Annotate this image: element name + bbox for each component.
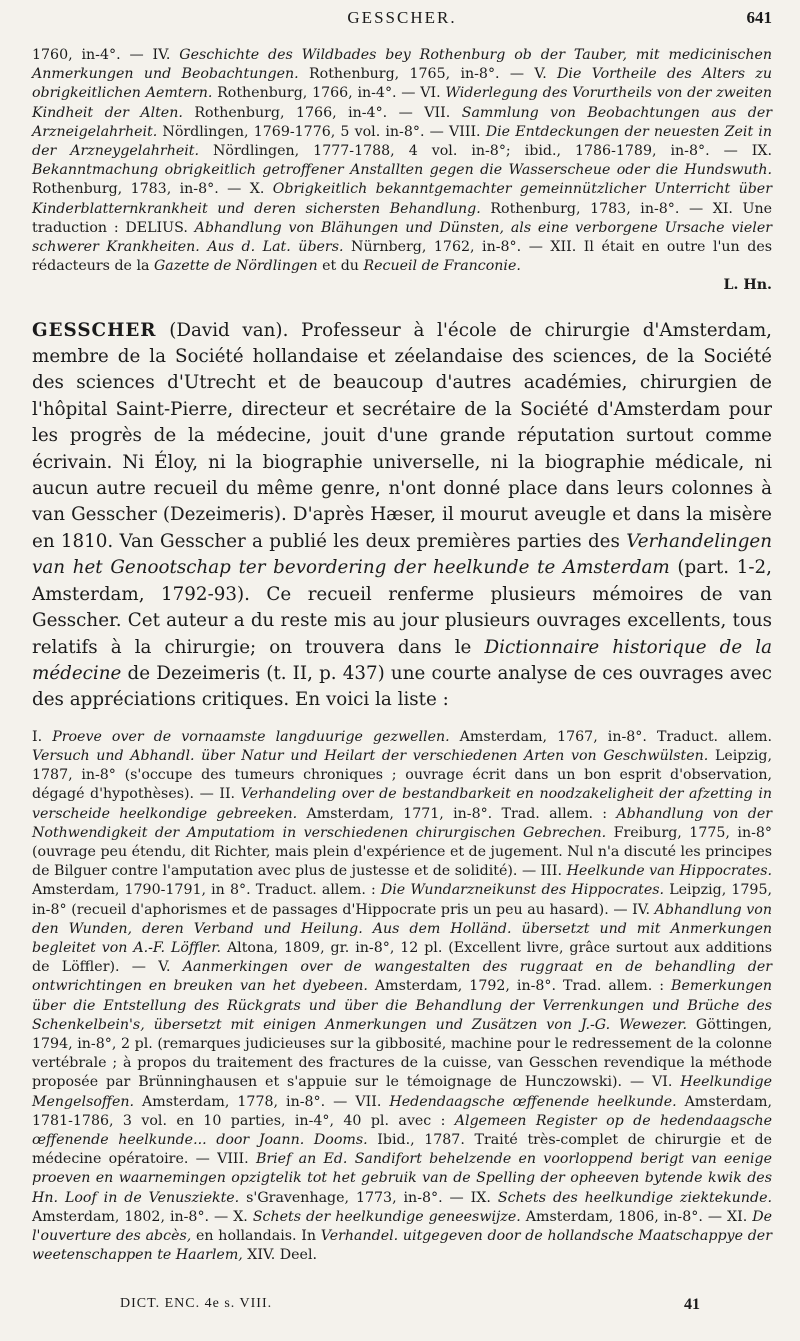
- previous-article-text: 1760, in-4°. — IV. Geschichte des Wildbades bey Rothenburg ob der Tauber, mit medicinischen Anmerkungen und Beobachtungen. Rothenburg, 1765, in-8°. — V. Die Vortheile des Alters zu obrigkeitlichen Aemtern. Rothenburg, 1766, in-4°. — VI. Widerlegung des Vorurtheils von der zweiten Kindheit der Alten. Rothenburg, 1766, in-4°. — VII. Sammlung von Beobachtungen aus der Arzneigelahrheit. Nördlingen, 1769-1776, 5 vol. in-8°. — VIII. Die Entdeckungen der neuesten Zeit in der Arzneygelahrheit. Nördlingen, 1777-1788, 4 vol. in-8°; ibid., 1786-1789, in-8°. — IX. Bekanntmachung obrigkeitlich getroffener Anstallten gegen die Wasserscheue oder die Hundswuth. Rothenburg, 1783, in-8°. — X. Obrigkeitlich bekanntgemachter gemeinnützlicher Unterricht über Kinderblatternkrankheit und deren sichersten Behandlung. Rothenburg, 1783, in-8°. — XI. Une traduction : DELIUS. Abhandlung von Blähungen und Dünsten, als eine verborgene Ursache vieler schwerer Krankheiten. Aus d. Lat. übers. Nürnberg, 1762, in-8°. — XII. Il était en outre l'un des rédacteurs de la Gazette de Nördlingen et du Recueil de Franconie.: [32, 47, 773, 275]
- page-footer: [120, 1296, 700, 1324]
- footer-signature-mark: 41: [684, 1296, 700, 1313]
- article-name: (David van).: [169, 319, 289, 341]
- article-headword: GESSCHER: [32, 319, 157, 341]
- running-header: [32, 0, 772, 42]
- page-number: 641: [746, 8, 772, 27]
- article-gesscher: [32, 318, 772, 714]
- footer-volume: DICT. ENC. 4e s. VIII.: [120, 1296, 273, 1311]
- previous-article: [32, 46, 772, 296]
- works-list: I. Proeve over de vornaamste langduurige gezwellen. Amsterdam, 1767, in-8°. Traduct. allem. Versuch und Abhandl. über Natur und Heilart der verschiedenen Arten von Geschwülsten. Leipzig, 1787, in-8° (s'occupe des tumeurs chroniques ; ouvrage écrit dans un bon esprit d'observation, dégagé d'hypothèses). — II. Verhandeling over de bestandbarkeit en noodzakeligheit der afzetting in verscheide heelkondige gebreeken. Amsterdam, 1771, in-8°. Trad. allem. : Abhandlung von der Nothwendigkeit der Amputatiom in verschiedenen chirurgischen Gebrechen. Freiburg, 1775, in-8° (ouvrage peu étendu, dit Richter, mais plein d'expérience et de jugement. Nul n'a discuté les principes de Bilguer contre l'amputation avec plus de justesse et de solidité). — III. Heelkunde van Hippocrates. Amsterdam, 1790-1791, in 8°. Traduct. allem. : Die Wundarzneikunst des Hippocrates. Leipzig, 1795, in-8° (recueil d'aphorismes et de passages d'Hippocrate pris un peu au hasard). — IV. Abhandlung von den Wunden, deren Verband und Heilung. Aus dem Holländ. übersetzt und mit Anmerkungen begleitet von A.-F. Löffler. Altona, 1809, gr. in-8°, 12 pl. (Excellent livre, grâce surtout aux additions de Löffler). — V. Aanmerkingen over de wangestalten des ruggraat en de behandling der ontwrichtingen en breuken van het dyebeen. Amsterdam, 1792, in-8°. Trad. allem. : Bemerkungen über die Entstellung des Rückgrats und über die Behandlung der Verrenkungen und Brüche des Schenkelbein's, übersetzt mit einigen Anmerkungen und Zusätzen von J.-G. Wewezer. Göttingen, 1794, in-8°, 2 pl. (remarques judicieuses sur la gibbosité, machine pour le redressement de la colonne vertébrale ; à propos du traitement des fractures de la cuisse, van Gesschen revendique la méthode proposée par Brünninghausen et s'appuie sur le témoignage de Hunczowski). — VI. Heelkundige Mengelsoffen. Amsterdam, 1778, in-8°. — VII. Hedendaagsche œffenende heelkunde. Amsterdam, 1781-1786, 3 vol. en 10 parties, in-4°, 40 pl. avec : Algemeen Register op de hedendaagsche œffenende heelkunde... door Joann. Dooms. Ibid., 1787. Traité très-complet de chirurgie et de médecine opératoire. — VIII. Brief an Ed. Sandifort behelzende en voorloppend berigt van eenige proeven en waarnemingen opzigtelik tot het gebruik van de Spelling der opheeven bytende kwik des Hn. Loof in de Venusziekte. s'Gravenhage, 1773, in-8°. — IX. Schets des heelkundige ziektekunde. Amsterdam, 1802, in-8°. — X. Schets der heelkundige geneeswijze. Amsterdam, 1806, in-8°. — XI. De l'ouverture des abcès, en hollandais. In Verhandel. uitgegeven door de hollandsche Maatschappye der weetenschappen te Haarlem, XIV. Deel.: [32, 728, 773, 1264]
- previous-article-signature: L. Hn.: [723, 277, 772, 294]
- article-body: Professeur à l'école de chirurgie d'Amsterdam, membre de la Société hollandaise et zéelandaise des sciences, de la Société des sciences d'Utrecht et de beaucoup d'autres académies, chirurgien de l'hôpital Saint-Pierre, directeur et secrétaire de la Société d'Amsterdam pour les progrès de la médecine, jouit d'une grande réputation surtout comme écrivain. Ni Éloy, ni la biographie universelle, ni la biographie médicale, ni aucun autre recueil du même genre, n'ont donné place dans leurs colonnes à van Gesscher (Dezeimeris). D'après Hæser, il mourut aveugle et dans la misère en 1810. Van Gesscher a publié les deux premières parties des Verhandelingen van het Genootschap ter bevordering der heelkunde te Amsterdam (part. 1-2, Amsterdam, 1792-93). Ce recueil renferme plusieurs mémoires de van Gesscher. Cet auteur a du reste mis au jour plusieurs ouvrages excellents, tous relatifs à la chirurgie; on trouvera dans le Dictionnaire historique de la médecine de Dezeimeris (t. II, p. 437) une courte analyse de ces ouvrages avec des appréciations critiques. En voici la liste :: [32, 319, 772, 711]
- running-title: GESSCHER.: [347, 8, 457, 27]
